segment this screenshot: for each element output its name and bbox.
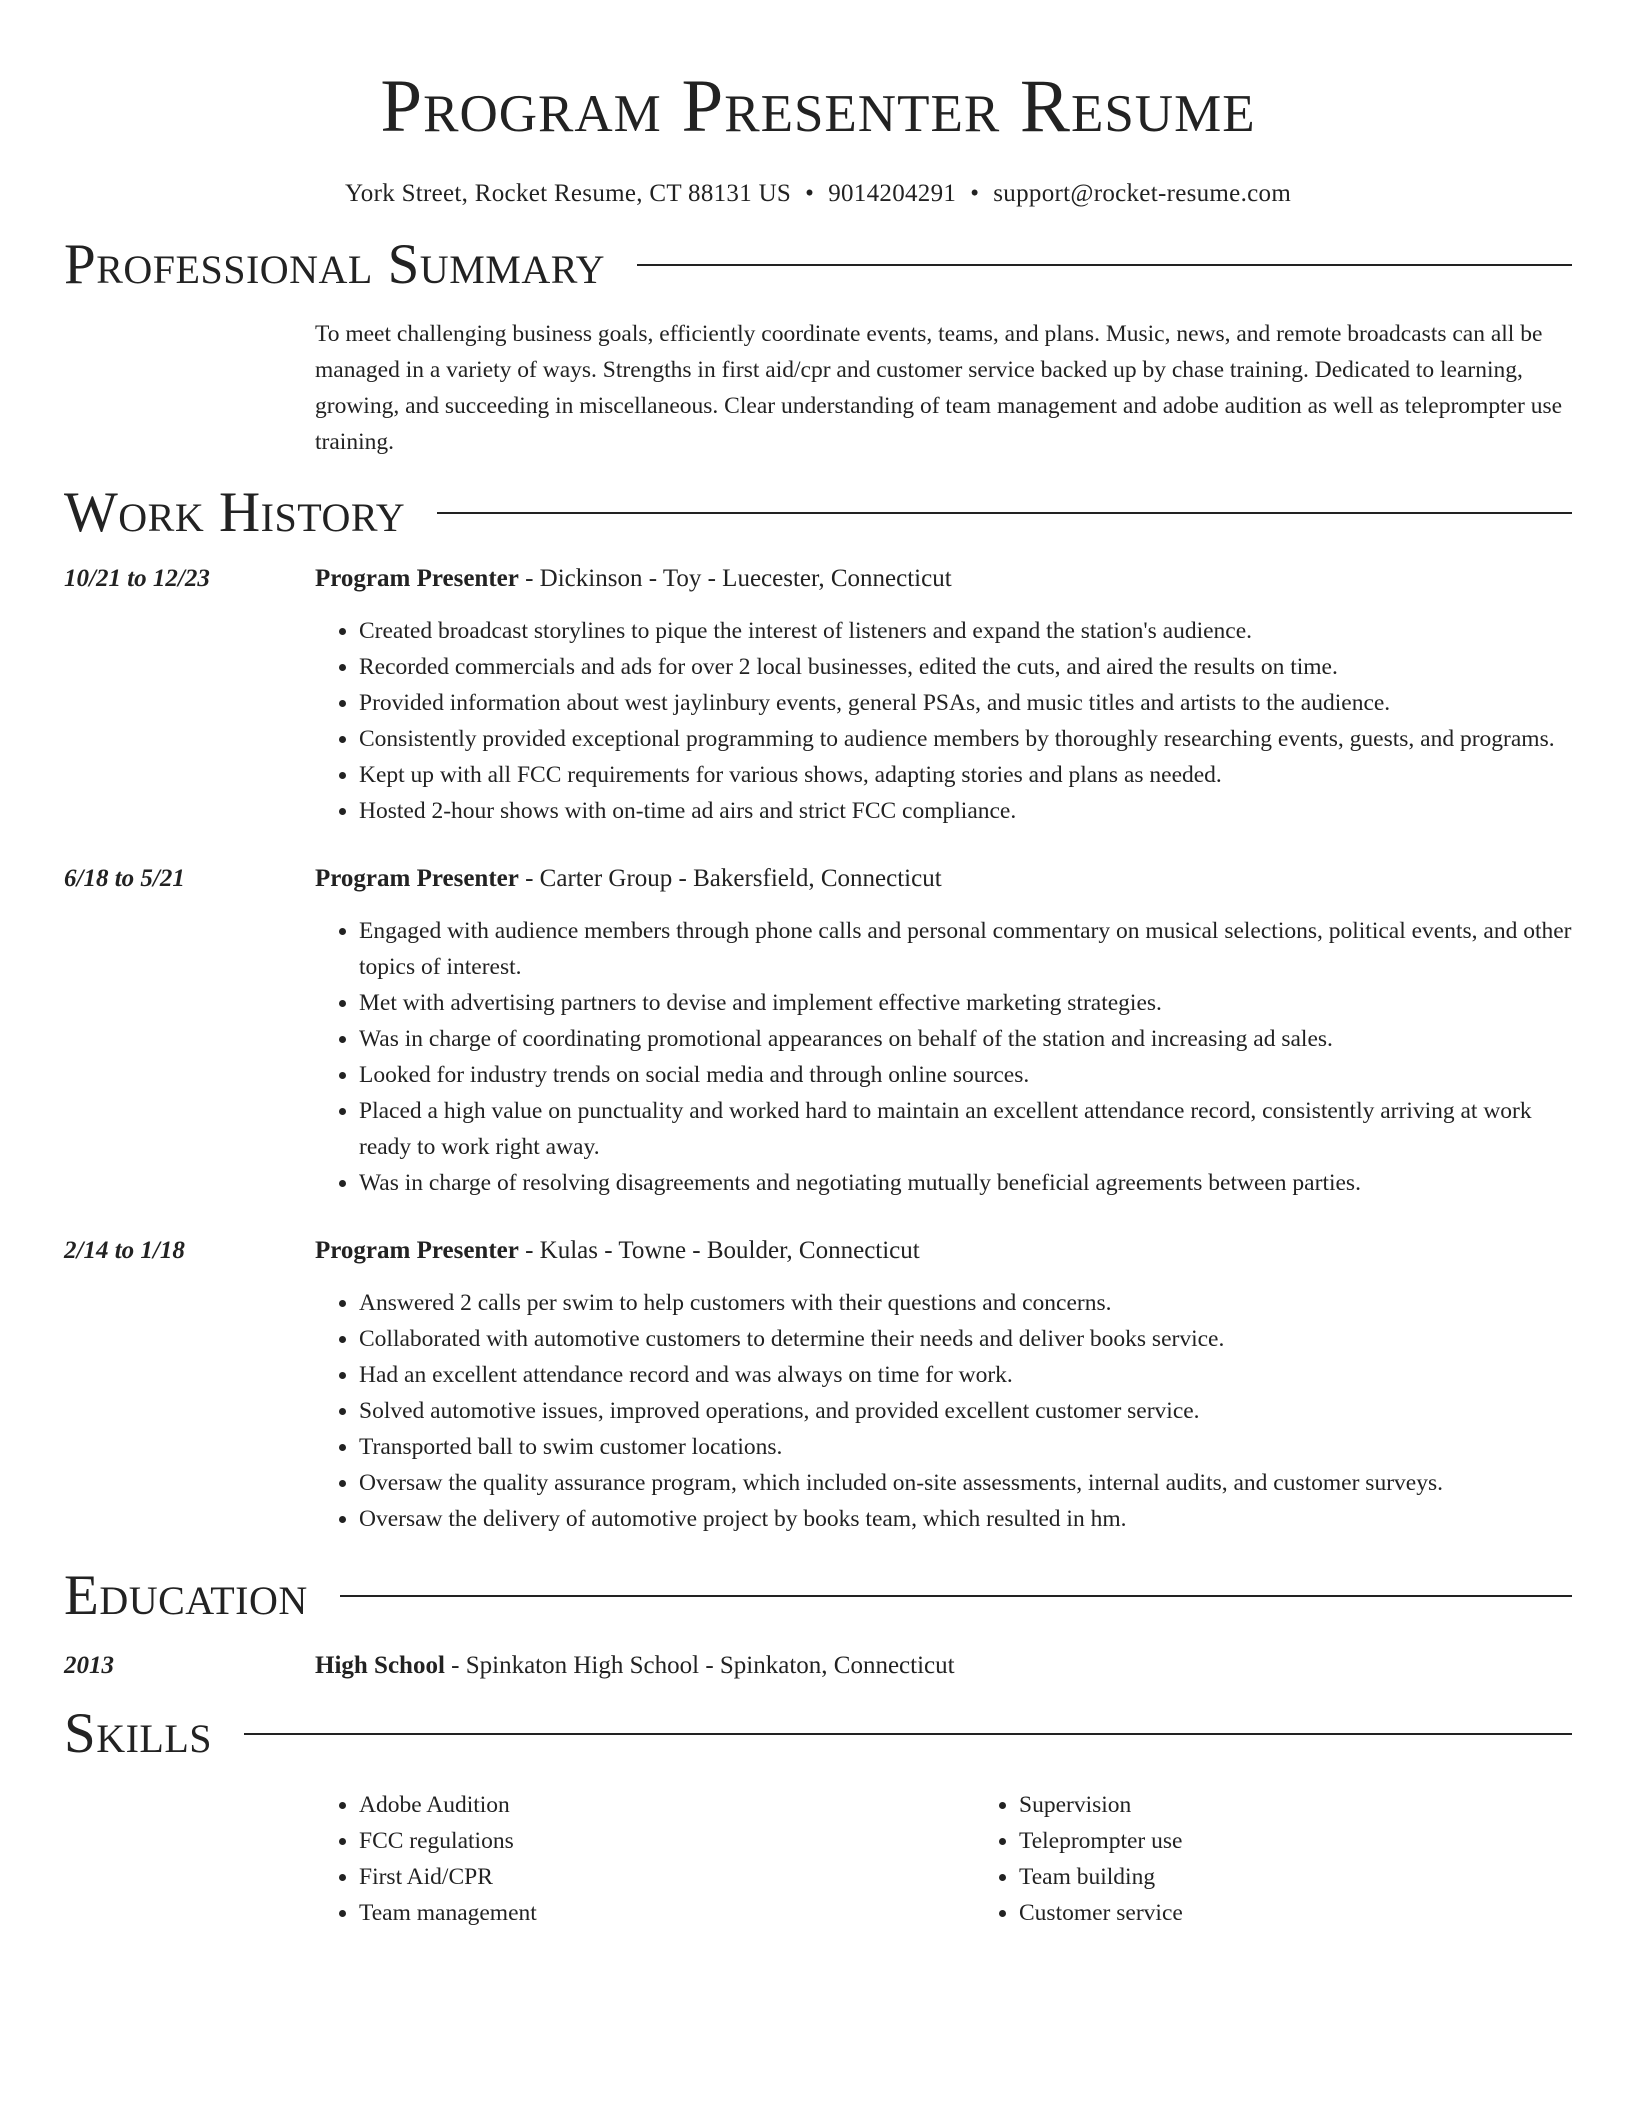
job-dates: 10/21 to 12/23 bbox=[64, 565, 210, 592]
section-divider bbox=[340, 1595, 1572, 1597]
summary-text: To meet challenging business goals, efficiently coordinate events, teams, and plans. Music, news, and remote broadcasts can all be managed in a variety of ways. Strengths in first aid/cpr and customer service backed up by chase training. Dedicated to learning, growing, and succeeding in miscellaneous. Clear understanding of team management and adobe audition as well as teleprompter use training. bbox=[315, 321, 1563, 455]
skill-item: • Team building bbox=[1019, 1859, 1632, 1895]
job-dates: 6/18 to 5/21 bbox=[64, 865, 185, 892]
skill-item: • Teleprompter use bbox=[1019, 1823, 1632, 1859]
job-bullet: • Recorded commercials and ads for over 2 local businesses, edited the cuts, and aired the results on time. bbox=[359, 649, 1572, 685]
resume-title: Program Presenter Resume bbox=[380, 65, 1256, 148]
skills-list-right bbox=[975, 1787, 1632, 1931]
skill-item: • FCC regulations bbox=[359, 1823, 975, 1859]
job-entry bbox=[64, 562, 1572, 829]
job-bullet: • Oversaw the quality assurance program, which included on-site assessments, internal audits, and customer surveys. bbox=[359, 1465, 1572, 1501]
skills-heading: Skills bbox=[64, 1702, 213, 1765]
job-bullet: • Collaborated with automotive customers to determine their needs and deliver books service. bbox=[359, 1321, 1572, 1357]
summary-heading: Professional Summary bbox=[64, 233, 606, 296]
job-title: Program Presenter bbox=[315, 565, 519, 592]
resume-page bbox=[64, 0, 1572, 1931]
section-divider bbox=[437, 512, 1572, 514]
contact-line bbox=[64, 178, 1572, 210]
job-header bbox=[315, 1234, 1572, 1268]
section-divider bbox=[637, 264, 1572, 266]
skill-item: • Supervision bbox=[1019, 1787, 1632, 1823]
job-bullet: • Kept up with all FCC requirements for various shows, adapting stories and plans as needed. bbox=[359, 757, 1572, 793]
job-bullet: • Provided information about west jaylinbury events, general PSAs, and music titles and artists to the audience. bbox=[359, 685, 1572, 721]
job-bullets bbox=[315, 913, 1572, 1201]
job-bullet: • Placed a high value on punctuality and worked hard to maintain an excellent attendance record, consistently arriving at work ready to work right away. bbox=[359, 1093, 1572, 1165]
job-header bbox=[315, 562, 1572, 596]
skills-section-header bbox=[64, 1701, 1572, 1767]
summary-section-header bbox=[64, 232, 1572, 298]
skill-item: • Team management bbox=[359, 1895, 975, 1931]
education-header bbox=[315, 1649, 1572, 1683]
education-heading: Education bbox=[64, 1564, 308, 1627]
job-details: - Dickinson - Toy - Luecester, Connecticut bbox=[518, 565, 952, 592]
job-title: Program Presenter bbox=[315, 865, 519, 892]
education-details: - Spinkaton High School - Spinkaton, Connecticut bbox=[444, 1652, 955, 1679]
contact-separator: • bbox=[805, 180, 815, 207]
skills-row bbox=[64, 1787, 1572, 1931]
work-section-header bbox=[64, 480, 1572, 546]
education-degree: High School bbox=[315, 1652, 445, 1679]
job-details: - Kulas - Towne - Boulder, Connecticut bbox=[518, 1237, 920, 1264]
summary-row bbox=[64, 316, 1572, 460]
skill-item: • First Aid/CPR bbox=[359, 1859, 975, 1895]
job-bullet: • Had an excellent attendance record and was always on time for work. bbox=[359, 1357, 1572, 1393]
job-bullet: • Engaged with audience members through phone calls and personal commentary on musical selections, political events, and other topics of interest. bbox=[359, 913, 1572, 985]
job-bullet: • Met with advertising partners to devise and implement effective marketing strategies. bbox=[359, 985, 1572, 1021]
job-bullet: • Solved automotive issues, improved operations, and provided excellent customer service. bbox=[359, 1393, 1572, 1429]
skills-list-left bbox=[315, 1787, 975, 1931]
education-year: 2013 bbox=[64, 1652, 114, 1679]
skill-item: • Customer service bbox=[1019, 1895, 1632, 1931]
job-bullet: • Looked for industry trends on social media and through online sources. bbox=[359, 1057, 1572, 1093]
job-details: - Carter Group - Bakersfield, Connecticut bbox=[518, 865, 942, 892]
job-bullet: • Transported ball to swim customer locations. bbox=[359, 1429, 1572, 1465]
contact-email: support@rocket-resume.com bbox=[993, 180, 1292, 207]
job-bullet: • Oversaw the delivery of automotive project by books team, which resulted in hm. bbox=[359, 1501, 1572, 1537]
job-entry bbox=[64, 1234, 1572, 1537]
job-bullets bbox=[315, 613, 1572, 829]
section-divider bbox=[244, 1733, 1572, 1735]
contact-phone: 9014204291 bbox=[828, 180, 957, 207]
job-dates: 2/14 to 1/18 bbox=[64, 1237, 185, 1264]
job-bullet: • Hosted 2-hour shows with on-time ad airs and strict FCC compliance. bbox=[359, 793, 1572, 829]
job-bullet: • Answered 2 calls per swim to help customers with their questions and concerns. bbox=[359, 1285, 1572, 1321]
job-bullet: • Created broadcast storylines to pique the interest of listeners and expand the station's audience. bbox=[359, 613, 1572, 649]
job-entry bbox=[64, 862, 1572, 1201]
job-header bbox=[315, 862, 1572, 896]
job-bullet: • Was in charge of resolving disagreements and negotiating mutually beneficial agreements between parties. bbox=[359, 1165, 1572, 1201]
job-bullet: • Consistently provided exceptional programming to audience members by thoroughly researching events, guests, and programs. bbox=[359, 721, 1572, 757]
skill-item: • Adobe Audition bbox=[359, 1787, 975, 1823]
job-title: Program Presenter bbox=[315, 1237, 519, 1264]
contact-address: York Street, Rocket Resume, CT 88131 US bbox=[344, 180, 792, 207]
work-heading: Work History bbox=[64, 481, 406, 544]
education-entry bbox=[64, 1649, 1572, 1683]
job-bullets bbox=[315, 1285, 1572, 1537]
education-section-header bbox=[64, 1563, 1572, 1629]
job-bullet: • Was in charge of coordinating promotional appearances on behalf of the station and increasing ad sales. bbox=[359, 1021, 1572, 1057]
contact-separator: • bbox=[970, 180, 980, 207]
